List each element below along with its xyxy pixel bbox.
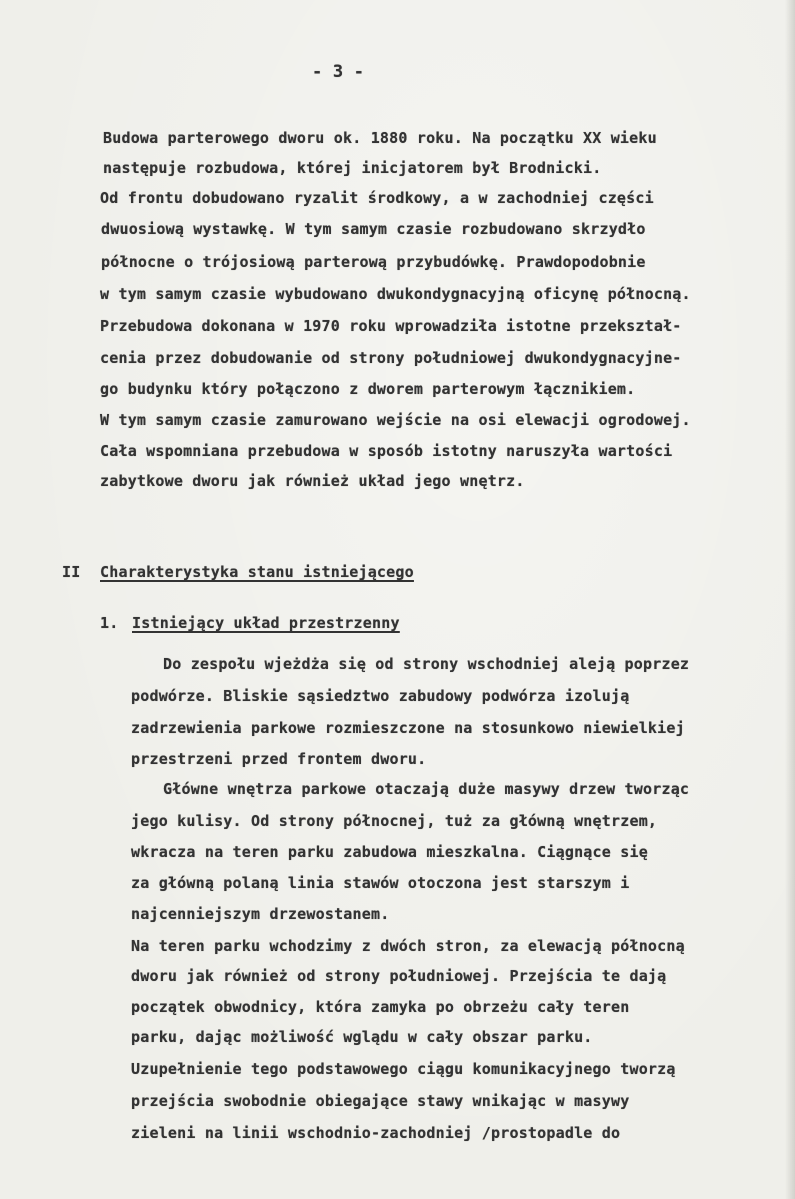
text-line: Od frontu dobudowano ryzalit środkowy, a w zachodniej części [100,189,654,207]
text-line: Uzupełnienie tego podstawowego ciągu komunikacyjnego tworzą [131,1060,676,1078]
text-line: Główne wnętrza parkowe otaczają duże masywy drzew tworząc [163,780,690,798]
text-line: najcenniejszym drzewostanem. [131,905,390,923]
page-edge-shadow [785,0,795,1199]
subsection-number: 1. [100,614,119,632]
text-line: początek obwodnicy, która zamyka po obrzeżu cały teren [131,998,630,1016]
text-line: północne o trójosiową parterową przybudówkę. Prawdopodobnie [101,253,646,271]
section-heading: Charakterystyka stanu istniejącego [100,563,414,581]
text-line: Przebudowa dokonana w 1970 roku wprowadziła istotne przekształ- [100,317,682,335]
text-line: Na teren parku wchodzimy z dwóch stron, za elewacją północną [131,937,685,955]
text-line: zieleni na linii wschodnio-zachodniej /prostopadle do [131,1124,621,1142]
text-line: zadrzewienia parkowe rozmieszczone na stosunkowo niewielkiej [131,719,685,737]
page-number: - 3 - [312,62,365,82]
text-line: przestrzeni przed frontem dworu. [131,750,427,768]
text-line: dwuosiową wystawkę. W tym samym czasie rozbudowano skrzydło [101,220,646,238]
text-line: go budynku który połączono z dworem parterowym łącznikiem. [100,380,636,398]
text-line: wkracza na teren parku zabudowa mieszkalna. Ciągnące się [131,843,648,861]
subsection-heading: Istniejący układ przestrzenny [132,614,400,632]
text-line: parku, dając możliwość wglądu w cały obszar parku. [131,1028,593,1046]
text-line: dworu jak również od strony południowej. Przejścia te dają [131,967,667,985]
text-line: podwórze. Bliskie sąsiedztwo zabudowy podwórza izolują [131,687,630,705]
text-line: zabytkowe dworu jak również układ jego wnętrz. [100,472,525,490]
text-line: Cała wspomniana przebudowa w sposób istotny naruszyła wartości [100,442,673,460]
text-line: za główną polaną linia stawów otoczona jest starszym i [131,874,630,892]
text-line: w tym samym czasie wybudowano dwukondygnacyjną oficynę północną. [100,285,691,303]
text-line: Do zespołu wjeżdża się od strony wschodniej aleją poprzez [163,655,690,673]
text-line: Budowa parterowego dworu ok. 1880 roku. Na początku XX wieku [103,129,657,147]
text-line: przejścia swobodnie obiegające stawy wnikając w masywy [131,1092,630,1110]
text-line: jego kulisy. Od strony północnej, tuż za główną wnętrzem, [131,812,658,830]
section-number: II [62,563,81,581]
text-line: cenia przez dobudowanie od strony południowej dwukondygnacyjne- [100,349,682,367]
text-line: następuje rozbudowa, której inicjatorem był Brodnicki. [103,159,602,177]
text-line: W tym samym czasie zamurowano wejście na osi elewacji ogrodowej. [100,411,691,429]
